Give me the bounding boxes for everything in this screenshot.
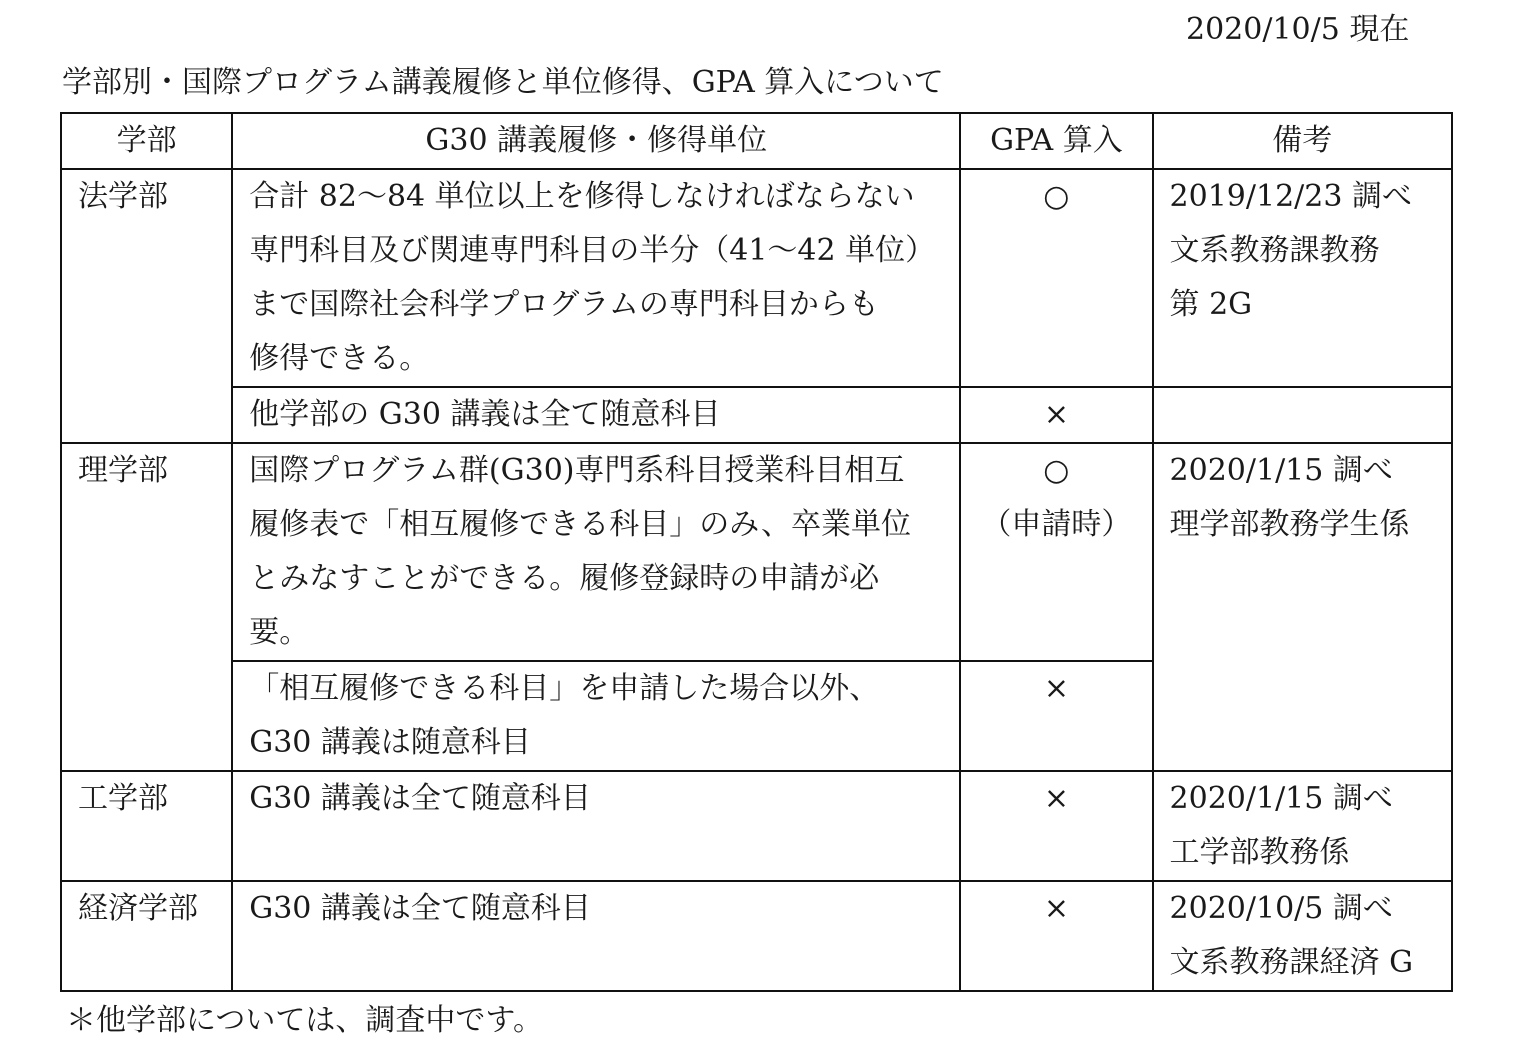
table-row-economics [61,881,1452,991]
science-other-line-2: G30 講義は随意科目 [249,725,531,760]
table-row-law-1 [61,169,1452,387]
column-header-remarks: 備考 [1153,113,1452,169]
law-remarks-line-2: 文系教務課教務 [1169,233,1380,268]
science-credit-rule [232,443,960,661]
table-row-law-2 [61,387,1452,443]
engineering-remarks-line-2: 工学部教務係 [1169,835,1350,870]
course-credit-table [60,112,1453,992]
economics-remarks-line-2: 文系教務課経済 G [1169,945,1414,980]
faculty-economics: 経済学部 [61,881,232,991]
law-remarks-line-3: 第 2G [1169,287,1253,322]
law-rule-line-2: 専門科目及び関連専門科目の半分（41〜42 単位） [249,233,936,268]
engineering-credit-rule: G30 講義は全て随意科目 [232,771,960,881]
document-title: 学部別・国際プログラム講義履修と単位修得、GPA 算入について [62,65,944,100]
table-row-science-1 [61,443,1452,661]
engineering-remarks [1153,771,1452,881]
science-remarks-line-1: 2020/1/15 調べ [1169,453,1393,488]
economics-credit-rule: G30 講義は全て随意科目 [232,881,960,991]
science-gpa-mark: ○ [1043,453,1070,488]
science-rule-line-4: 要。 [249,615,310,650]
table-header-row [61,113,1452,169]
science-other-rule [232,661,960,771]
faculty-science: 理学部 [61,443,232,771]
column-header-faculty: 学部 [61,113,232,169]
economics-gpa: × [960,881,1152,991]
column-header-course-credits: G30 講義履修・修得単位 [232,113,960,169]
as-of-date: 2020/10/5 現在 [1186,12,1410,47]
engineering-gpa: × [960,771,1152,881]
law-remarks-line-1: 2019/12/23 調べ [1169,179,1412,214]
law-other-faculty-rule: 他学部の G30 講義は全て随意科目 [232,387,960,443]
law-other-gpa: × [960,387,1152,443]
science-gpa-included [960,443,1152,661]
science-other-gpa: × [960,661,1152,771]
science-rule-line-3: とみなすことができる。履修登録時の申請が必 [249,561,880,596]
law-rule-line-3: まで国際社会科学プログラムの専門科目からも [249,287,879,322]
faculty-engineering: 工学部 [61,771,232,881]
footnote: ＊他学部については、調査中です。 [66,1003,543,1038]
science-rule-line-2: 履修表で「相互履修できる科目」のみ、卒業単位 [249,507,912,542]
law-remarks-empty [1153,387,1452,443]
faculty-law: 法学部 [61,169,232,443]
table-row-engineering [61,771,1452,881]
economics-remarks-line-1: 2020/10/5 調べ [1169,891,1393,926]
economics-remarks [1153,881,1452,991]
engineering-remarks-line-1: 2020/1/15 調べ [1169,781,1393,816]
law-rule-line-4: 修得できる。 [249,341,430,376]
science-rule-line-1: 国際プログラム群(G30)専門系科目授業科目相互 [249,453,905,488]
law-remarks [1153,169,1452,387]
science-gpa-condition: （申請時） [981,507,1132,542]
law-gpa-included: ○ [960,169,1152,387]
column-header-gpa: GPA 算入 [960,113,1152,169]
law-rule-line-1: 合計 82〜84 単位以上を修得しなければならない [249,179,915,214]
law-credit-rule [232,169,960,387]
science-remarks [1153,443,1452,771]
science-other-line-1: 「相互履修できる科目」を申請した場合以外、 [249,671,880,706]
science-remarks-line-2: 理学部教務学生係 [1169,507,1410,542]
